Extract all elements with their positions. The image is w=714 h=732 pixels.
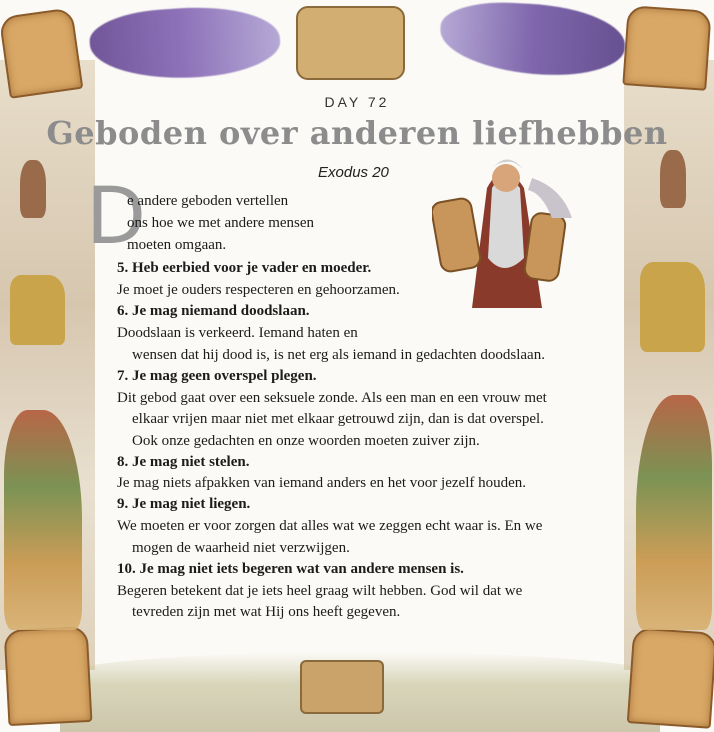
commandment-8-heading: 8. Je mag niet stelen. bbox=[117, 454, 250, 470]
commandment-5-heading: 5. Heb eerbied voor je vader en moeder. bbox=[117, 260, 372, 276]
intro-line: e andere geboden vertellen bbox=[127, 193, 289, 209]
scripture-reference: Exodus 20 bbox=[318, 164, 389, 181]
commandment-10-text: Begeren betekent dat je iets heel graag wilt hebben. God wil dat we bbox=[117, 583, 523, 599]
commandment-10-heading: 10. Je mag niet iets begeren wat van andere mensen is. bbox=[117, 561, 464, 577]
intro-line: ons hoe we met andere mensen bbox=[127, 215, 315, 231]
commandment-10-text: tevreden zijn met wat Hij ons heeft gegeven. bbox=[132, 604, 401, 620]
commandment-6-text: Doodslaan is verkeerd. Iemand haten en bbox=[117, 325, 358, 341]
commandment-7-heading: 7. Je mag geen overspel plegen. bbox=[117, 368, 317, 384]
commandment-7-text: Dit gebod gaat over een seksuele zonde. Als een man en een vrouw met bbox=[117, 390, 547, 406]
commandment-5-text: Je moet je ouders respecteren en gehoorzamen. bbox=[117, 282, 400, 298]
drop-cap: D bbox=[86, 172, 147, 262]
commandment-9-heading: 9. Je mag niet liegen. bbox=[117, 496, 251, 512]
day-label: DAY 72 bbox=[324, 94, 390, 110]
intro-line: moeten omgaan. bbox=[127, 237, 227, 253]
commandment-6-heading: 6. Je mag niemand doodslaan. bbox=[117, 303, 310, 319]
commandment-8-text: Je mag niets afpakken van iemand anders en het voor jezelf houden. bbox=[117, 475, 527, 491]
page-title: Geboden over anderen liefhebben bbox=[46, 114, 668, 152]
commandment-9-text: mogen de waarheid niet verzwijgen. bbox=[132, 540, 350, 556]
commandment-6-text: wensen dat hij dood is, is net erg als iemand in gedachten doodslaan. bbox=[132, 347, 545, 363]
commandment-7-text: elkaar vrijen maar niet met elkaar getrouwd zijn, dan is dat overspel. bbox=[132, 411, 544, 427]
commandment-9-text: We moeten er voor zorgen dat alles wat we zeggen echt waar is. En we bbox=[117, 518, 543, 534]
commandment-7-text: Ook onze gedachten en onze woorden moeten zuiver zijn. bbox=[132, 433, 480, 449]
